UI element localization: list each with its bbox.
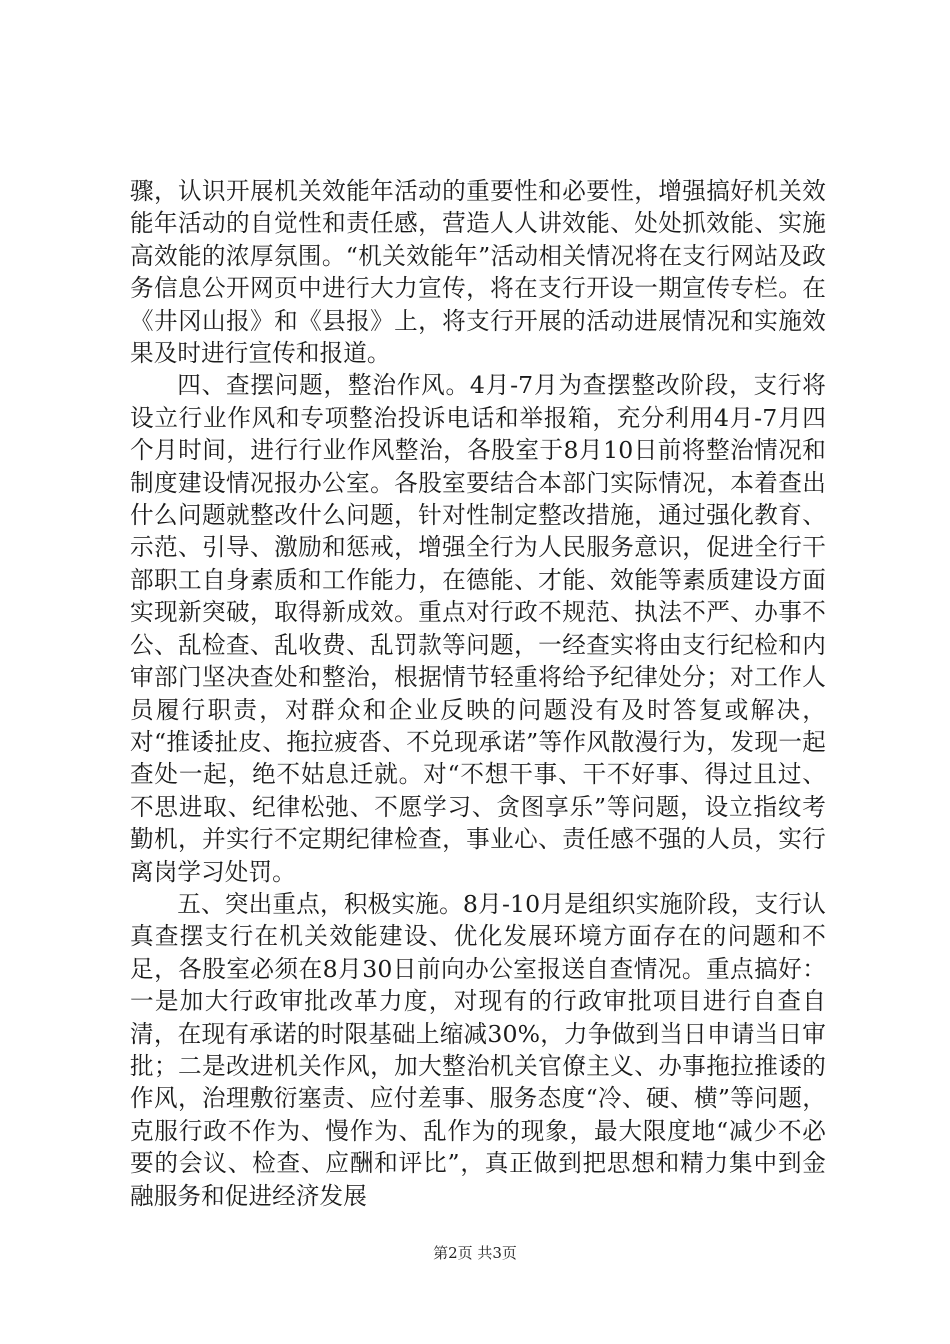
document-body bbox=[130, 175, 826, 1212]
page-number-footer: 第2页 共3页 bbox=[433, 1244, 517, 1262]
paragraph-1: 骤，认识开展机关效能年活动的重要性和必要性，增强搞好机关效能年活动的自觉性和责任感，营造人人讲效能、处处抓效能、实施高效能的浓厚氛围。“机关效能年”活动相关情况将在支行网站及政务信息公开网页中进行大力宣传，将在支行开设一期宣传专栏。在《井冈山报》和《县报》上，将支行开展的活动进展情况和实施效果及时进行宣传和报道。 bbox=[130, 177, 826, 368]
paragraph-3-section-five: 五、突出重点，积极实施。8月-10月是组织实施阶段，支行认真查摆支行在机关效能建设、优化发展环境方面存在的问题和不足，各股室必须在8月30日前向办公室报送自查情况。重点搞好：一是加大行政审批改革力度，对现有的行政审批项目进行自查自清，在现有承诺的时限基础上缩减30%，力争做到当日申请当日审批；二是改进机关作风，加大整治机关官僚主义、办事拖拉推诿的作风，治理敷衍塞责、应付差事、服务态度“冷、硬、横”等问题，克服行政不作为、慢作为、乱作为的现象，最大限度地“减少不必要的会议、检查、应酬和评比”，真正做到把思想和精力集中到金融服务和促进经济发展 bbox=[130, 889, 826, 1210]
paragraph-2-section-four: 四、查摆问题，整治作风。4月-7月为查摆整改阶段，支行将设立行业作风和专项整治投诉电话和举报箱，充分利用4月-7月四个月时间，进行行业作风整治，各股室于8月10日前将整治情况和制度建设情况报办公室。各股室要结合本部门实际情况，本着查出什么问题就整改什么问题，针对性制定整改措施，通过强化教育、示范、引导、激励和惩戒，增强全行为人民服务意识，促进全行干部职工自身素质和工作能力，在德能、才能、效能等素质建设方面实现新突破，取得新成效。重点对行政不规范、执法不严、办事不公、乱检查、乱收费、乱罚款等问题，一经查实将由支行纪检和内审部门坚决查处和整治，根据情节轻重将给予纪律处分；对工作人员履行职责，对群众和企业反映的问题没有及时答复或解决，对“推诿扯皮、拖拉疲沓、不兑现承诺”等作风散漫行为，发现一起查处一起，绝不姑息迁就。对“不想干事、干不好事、得过且过、不思进取、纪律松弛、不愿学习、贪图享乐”等问题，设立指纹考勤机，并实行不定期纪律检查，事业心、责任感不强的人员，实行离岗学习处罚。 bbox=[130, 371, 826, 886]
